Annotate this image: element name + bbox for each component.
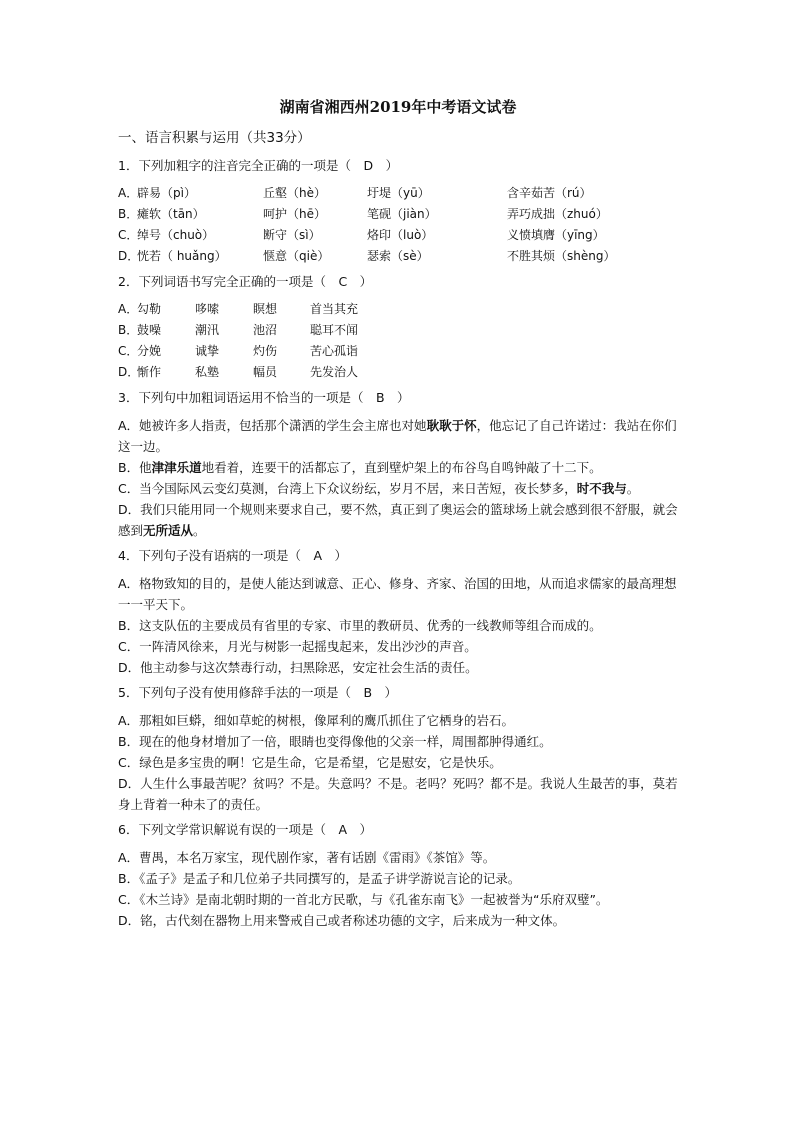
page-title: 湖南省湘西州2019年中考语文试卷 bbox=[279, 98, 517, 116]
option-cell: 池沼 bbox=[253, 323, 278, 337]
option-cell: 瘫软（tān） bbox=[137, 207, 205, 221]
option-text: 地看着，连要干的活都忘了，直到壁炉架上的布谷鸟自鸣钟敲了十二下。 bbox=[201, 460, 602, 475]
question-6-option-a: A．曹禺，本名万家宝，现代剧作家，著有话剧《雷雨》《茶馆》等。 bbox=[118, 850, 496, 865]
option-cell: 绰号（chuò） bbox=[137, 228, 215, 242]
question-6-stem: 6．下列文学常识解说有误的一项是（ A ） bbox=[118, 822, 373, 837]
option-cell: 潮汛 bbox=[195, 323, 220, 337]
option-cell: 惬意（qiè） bbox=[263, 249, 330, 263]
question-4-option-b: B．这支队伍的主要成员有省里的专家、市里的教研员、优秀的一线教师等组合而成的。 bbox=[118, 618, 602, 633]
question-3-option-d bbox=[118, 499, 678, 541]
option-cell: 弄巧成拙（zhuó） bbox=[507, 207, 608, 221]
option-cell: 首当其充 bbox=[310, 302, 359, 316]
question-6-option-d: D．铭，古代刻在器物上用来警戒自己或者称述功德的文字，后来成为一种文体。 bbox=[118, 913, 566, 928]
option-cell: 丘壑（hè） bbox=[263, 186, 326, 200]
question-4-stem: 4．下列句子没有语病的一项是（ A ） bbox=[118, 548, 348, 563]
question-5-option-d: D．人生什么事最苦呢？贫吗？不是。失意吗？不是。老吗？死吗？都不是。我说人生最苦的事，莫若身上背着一种未了的责任。 bbox=[118, 776, 678, 812]
option-cell: 义愤填膺（yīng） bbox=[507, 228, 605, 242]
option-cell: 灼伤 bbox=[253, 344, 278, 358]
option-cell: 勾勒 bbox=[137, 302, 162, 316]
option-cell: 瑟索（sè） bbox=[367, 249, 429, 263]
option-label: D． bbox=[118, 249, 140, 263]
question-1-option-d bbox=[118, 246, 678, 267]
section-heading: 一、语言积累与运用（共33分） bbox=[118, 130, 311, 146]
bold-phrase: 耿耿于怀 bbox=[426, 418, 477, 433]
question-1-option-a bbox=[118, 183, 678, 204]
option-text: D．我们只能用同一个规则来要求自己，要不然，真正到了奥运会的篮球场上就会感到很不舒服，就会感到 bbox=[118, 502, 678, 538]
option-text: ，他忘记了自己许诺过：我站在你们这一边。 bbox=[118, 418, 677, 454]
option-label: C． bbox=[118, 344, 139, 358]
option-text: 。 bbox=[626, 481, 640, 496]
question-2-option-a bbox=[118, 299, 678, 320]
question-6-option-b: B．《孟子》是孟子和几位弟子共同撰写的，是孟子讲学游说言论的记录。 bbox=[118, 871, 521, 886]
option-cell: 私塾 bbox=[195, 365, 220, 379]
question-1-option-c bbox=[118, 225, 678, 246]
question-4-option-d: D．他主动参与这次禁毒行动，扫黑除恶，安定社会生活的责任。 bbox=[118, 660, 478, 675]
bold-phrase: 津津乐道 bbox=[151, 460, 202, 475]
question-5-option-a: A．那粗如巨蟒，细如草蛇的树根，像犀利的鹰爪抓住了它栖身的岩石。 bbox=[118, 713, 515, 728]
option-cell: 不胜其烦（shèng） bbox=[507, 249, 616, 263]
option-text: 。 bbox=[193, 523, 206, 538]
option-cell: 呵护（hē） bbox=[263, 207, 326, 221]
option-text: A．她被许多人指责，包括那个潇洒的学生会主席也对她 bbox=[118, 418, 427, 433]
option-cell: 苦心孤诣 bbox=[310, 344, 359, 358]
question-3-option-a bbox=[118, 415, 678, 457]
option-cell: 笔砚（jiàn） bbox=[367, 207, 437, 221]
option-label: C． bbox=[118, 228, 139, 242]
question-3-option-c bbox=[118, 478, 678, 499]
question-3-stem: 3．下列句中加粗词语运用不恰当的一项是（ B ） bbox=[118, 390, 410, 405]
option-cell: 先发治人 bbox=[310, 365, 359, 379]
bold-phrase: 无所适从 bbox=[143, 523, 194, 538]
option-cell: 哆嗦 bbox=[195, 302, 220, 316]
question-1-options bbox=[118, 183, 678, 267]
option-cell: 烙印（luò） bbox=[367, 228, 434, 242]
option-cell: 辟易（pì） bbox=[137, 186, 196, 200]
question-2-options bbox=[118, 299, 678, 383]
option-cell: 分娩 bbox=[137, 344, 162, 358]
option-cell: 恍若（ huǎng） bbox=[137, 249, 227, 263]
question-3-option-b bbox=[118, 457, 678, 478]
option-cell: 含辛茹苦（rú） bbox=[507, 186, 592, 200]
option-cell: 惭作 bbox=[137, 365, 162, 379]
option-cell: 圩堤（yū） bbox=[367, 186, 430, 200]
question-5-option-c: C．绿色是多宝贵的啊！它是生命，它是希望，它是慰安，它是快乐。 bbox=[118, 755, 502, 770]
option-cell: 鼓噪 bbox=[137, 323, 162, 337]
question-6-option-c: C．《木兰诗》是南北朝时期的一首北方民歌，与《孔雀东南飞》一起被誉为“乐府双璧”。 bbox=[118, 892, 609, 907]
question-4-option-a: A．格物致知的目的，是使人能达到诚意、正心、修身、齐家、治国的田地，从而追求儒家的最高理想一一平天下。 bbox=[118, 576, 677, 612]
option-cell: 诚挚 bbox=[195, 344, 220, 358]
question-5-option-b: B．现在的他身材增加了一倍，眼睛也变得像他的父亲一样，周围都肿得通红。 bbox=[118, 734, 552, 749]
exam-page bbox=[118, 96, 678, 931]
question-2-option-b bbox=[118, 320, 678, 341]
option-cell: 断守（sì） bbox=[263, 228, 321, 242]
question-2-option-c bbox=[118, 341, 678, 362]
bold-phrase: 时不我与 bbox=[576, 481, 627, 496]
question-1-stem: 1．下列加粗字的注音完全正确的一项是（ D ） bbox=[118, 158, 399, 173]
question-4-option-c: C．一阵清风徐来，月光与树影一起摇曳起来，发出沙沙的声音。 bbox=[118, 639, 477, 654]
question-2-stem: 2．下列词语书写完全正确的一项是（ C ） bbox=[118, 274, 373, 289]
option-text: B．他 bbox=[118, 460, 152, 475]
question-5-stem: 5．下列句子没有使用修辞手法的一项是（ B ） bbox=[118, 685, 398, 700]
option-cell: 聪耳不闻 bbox=[310, 323, 359, 337]
option-cell: 幅员 bbox=[253, 365, 278, 379]
option-label: B． bbox=[118, 207, 139, 221]
option-text: C．当今国际风云变幻莫测，台湾上下众议纷纭，岁月不居，来日苦短，夜长梦多， bbox=[118, 481, 577, 496]
option-label: A． bbox=[118, 186, 139, 200]
option-label: A． bbox=[118, 302, 139, 316]
question-1-option-b bbox=[118, 204, 678, 225]
option-label: B． bbox=[118, 323, 139, 337]
option-label: D． bbox=[118, 365, 140, 379]
question-2-option-d bbox=[118, 362, 678, 383]
option-cell: 瞑想 bbox=[253, 302, 278, 316]
